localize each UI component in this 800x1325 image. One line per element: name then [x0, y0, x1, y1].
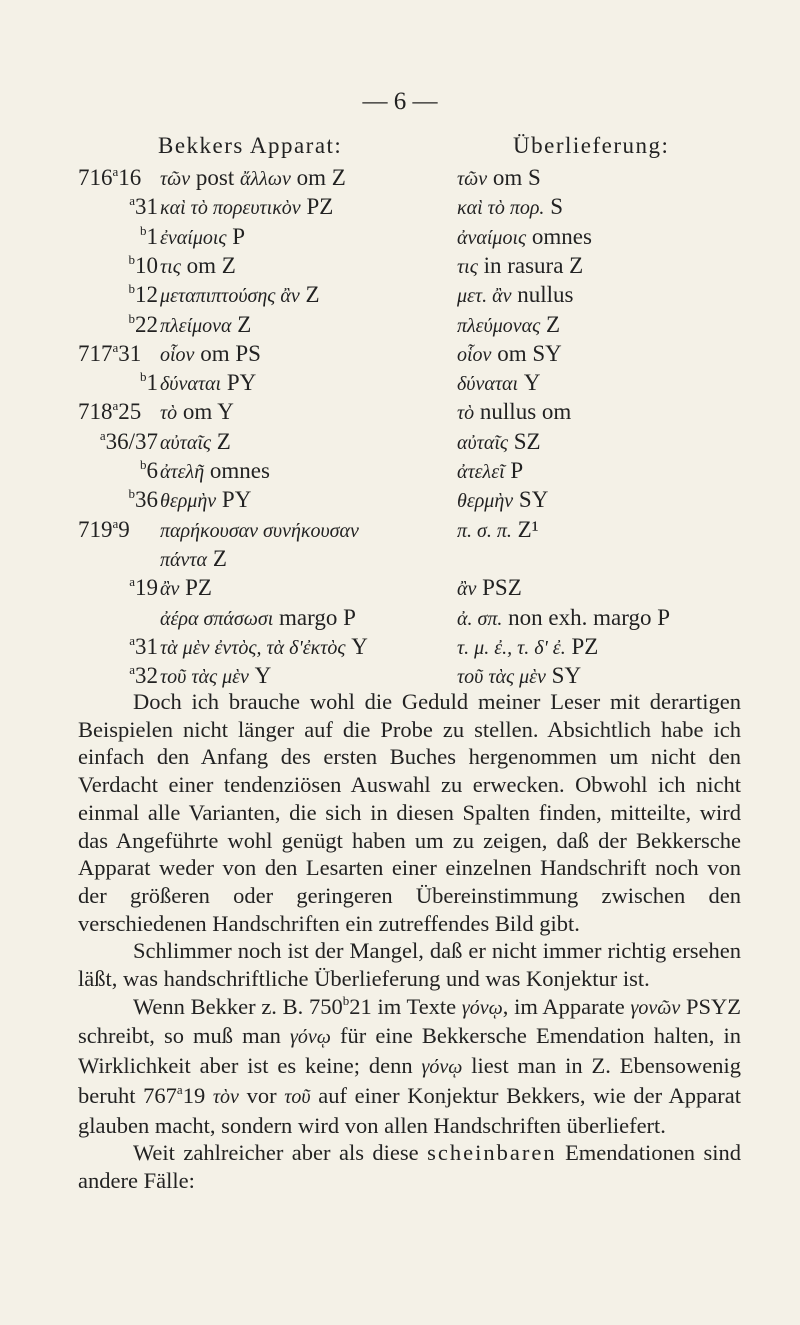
- bekker-apparatus-entry: οἷον om PS: [160, 340, 261, 366]
- manuscript-tradition-entry: καὶ τὸ πορ. S: [457, 194, 563, 220]
- paragraph: Schlimmer noch ist der Mangel, daß er nicht immer richtig ersehen läßt, was handschriftliche Überlieferung und was Konjektur ist.: [78, 938, 741, 992]
- line-reference: 718$^a$25: [78, 398, 142, 425]
- apparatus-row: [0, 282, 800, 312]
- page-number: — 6 —: [362, 88, 438, 115]
- apparatus-row: [0, 605, 800, 635]
- paragraph: Wenn Bekker z. B. 750$^b$21 im Texte γόνῳ, im Apparate γονῶν PSYZ schreibt, so muß man γόνῳ für eine Bekkersche Emendation halten, in Wirklichkeit aber ist es keine; denn γόνῳ liest man in Z. Ebensowenig beruht 767$^a$19 τὸν vor τοῦ auf einer Konjektur Bekkers, wie der Apparat glauben macht, sondern wird von allen Handschriften überliefert.: [78, 992, 742, 1138]
- bekker-apparatus-entry: τις om Z: [160, 252, 236, 278]
- manuscript-tradition-entry: οἷον om SY: [457, 340, 562, 366]
- manuscript-tradition-entry: ἀναίμοις omnes: [457, 223, 592, 249]
- line-reference: $^b$6: [140, 457, 158, 483]
- bekker-apparatus-entry: τῶν post ἄλλων om Z: [160, 165, 346, 190]
- line-reference: 717$^a$31: [78, 339, 142, 366]
- manuscript-tradition-entry: δύναται Y: [457, 370, 541, 396]
- line-reference: $^a$36/37: [99, 427, 158, 454]
- line-reference: $^b$10: [128, 251, 158, 278]
- apparatus-row: [0, 253, 800, 283]
- bekker-apparatus-entry: πλείμονα Z: [160, 311, 252, 337]
- paragraph: Weit zahlreicher aber als diese scheinbaren Emendationen sind andere Fälle:: [78, 1140, 741, 1193]
- bekker-apparatus-entry: θερμὴν PY: [160, 487, 252, 513]
- line-reference: $^a$31: [129, 193, 158, 220]
- line-reference: $^a$32: [129, 662, 158, 689]
- manuscript-tradition-entry: π. σ. π. Z¹: [457, 516, 539, 542]
- apparatus-row: [0, 370, 800, 400]
- bekker-apparatus-entry: δύναται PY: [160, 370, 257, 396]
- bekker-apparatus-entry: τοῦ τὰς μὲν Y: [160, 663, 272, 689]
- bekker-apparatus-entry: καὶ τὸ πορευτικὸν PZ: [160, 194, 334, 220]
- body-text: [78, 688, 741, 1195]
- apparatus-row: [0, 194, 800, 224]
- apparatus-row: [0, 312, 800, 342]
- line-reference: $^b$1: [140, 369, 158, 396]
- manuscript-tradition-entry: τις in rasura Z: [457, 252, 584, 278]
- line-reference: 719$^a$9: [78, 515, 130, 542]
- manuscript-tradition-entry: τὸ nullus om: [457, 399, 572, 425]
- line-reference: 716$^a$16: [78, 164, 142, 190]
- apparatus-row: [0, 546, 800, 576]
- line-reference: $^a$19: [129, 574, 158, 601]
- bekker-apparatus-entry: ἐναίμοις P: [160, 223, 246, 249]
- bekker-apparatus-entry: ἀέρα σπάσωσι margo P: [160, 604, 356, 630]
- apparatus-row: [0, 634, 800, 664]
- apparatus-row: [0, 575, 800, 605]
- manuscript-tradition-entry: μετ. ἂν nullus: [457, 282, 574, 308]
- paragraph: Doch ich brauche wohl die Geduld meiner Leser mit derartigen Beispielen nicht länger auf die Probe zu stellen. Absichtlich habe ich einfach den Anfang des ersten Buches hergenommen um nicht den Verdacht einer tendenziösen Auswahl zu erwecken. Obwohl ich nicht einmal alle Varianten, die sich in diesen Spalten finden, mitteilte, wird das Angeführte wohl genügt haben um zu zeigen, daß der Bekkersche Apparat weder von den Lesarten einer einzelnen Handschrift noch von der größeren oder geringeren Übereinstimmung zwischen den verschiedenen Handschriften ein zutreffendes Bild gibt.: [78, 689, 741, 936]
- manuscript-tradition-entry: τοῦ τὰς μὲν SY: [457, 663, 582, 689]
- bekker-apparatus-entry: τὰ μὲν ἐντὸς, τὰ δ'ἐκτὸς Y: [160, 633, 368, 659]
- manuscript-tradition-entry: πλεύμονας Z: [457, 311, 561, 337]
- right-column-header: Überlieferung:: [513, 133, 670, 158]
- manuscript-tradition-entry: αὐταῖς SZ: [457, 428, 541, 454]
- bekker-apparatus-entry: ἀτελῆ omnes: [160, 458, 270, 483]
- apparatus-row: [0, 517, 800, 547]
- line-reference: $^b$12: [128, 281, 158, 308]
- bekker-apparatus-entry: ἂν PZ: [160, 575, 212, 601]
- line-reference: $^a$31: [129, 632, 158, 659]
- apparatus-row: [0, 224, 800, 254]
- bekker-apparatus-entry: τὸ om Y: [160, 399, 234, 425]
- manuscript-tradition-entry: ἀτελεῖ P: [457, 458, 524, 483]
- line-reference: $^b$22: [128, 310, 158, 337]
- bekker-apparatus-entry: πάντα Z: [160, 545, 227, 571]
- line-reference: $^b$1: [140, 222, 158, 249]
- manuscript-tradition-entry: θερμὴν SY: [457, 487, 549, 513]
- apparatus-row: [0, 399, 800, 429]
- manuscript-tradition-entry: ἀ. σπ. non exh. margo P: [457, 604, 670, 630]
- line-reference: $^b$36: [128, 486, 158, 513]
- bekker-apparatus-entry: παρήκουσαν συνήκουσαν: [160, 519, 359, 542]
- bekker-apparatus-entry: αὐταῖς Z: [160, 428, 231, 454]
- bekker-apparatus-entry: μεταπιπτούσης ἂν Z: [160, 282, 320, 308]
- manuscript-tradition-entry: ἂν PSZ: [457, 575, 522, 601]
- apparatus-row: [0, 458, 800, 488]
- apparatus-row: [0, 341, 800, 371]
- manuscript-tradition-entry: τ. μ. ἐ., τ. δ' ἐ. PZ: [457, 633, 599, 659]
- left-column-header: Bekkers Apparat:: [158, 133, 343, 158]
- apparatus-row: [0, 487, 800, 517]
- manuscript-tradition-entry: τῶν om S: [457, 165, 541, 190]
- apparatus-row: [0, 429, 800, 459]
- apparatus-row: [0, 165, 800, 195]
